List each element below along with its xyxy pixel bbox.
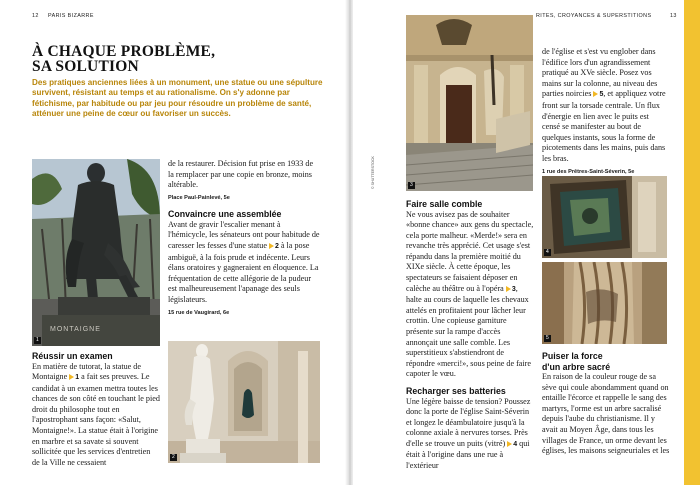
section-3-text-b: , halte au cours de laquelle les chevaux attelés en profitaient pour lâcher leur crottin. Une copieuse garniture présente sur la rampe d'accès annonçait une salle comble. Les superstitieux s'abstiendront de répondre «merci!», sous peine de faire capoter le vœu. [406,283,531,379]
section-3-title: Faire salle comble [406,199,483,209]
photo-ref-3: 3 [506,285,516,296]
section-2-title: Convaincre une assemblée [168,209,282,220]
photo-ref-4: 4 [507,440,517,451]
photo-ref-5: 5 [593,90,603,101]
photo-montaigne-statue [32,159,160,346]
section-4-cont-a: de l'église et s'est vu englober dans l'édifice lors d'un agrandissement pratiqué au XVe siècle. Posez vos mains sur la colonne, au niveau des parties noircies [542,47,658,99]
section-2-address: 15 rue de Vaugirard, 6e [168,309,230,316]
section-5-text: En raison de la couleur rouge de sa sève qui coule abondamment quand on entaille l'écorce et rappelle le sang des martyrs, l'orme est un arbre sacralisé depuis l'aube du christianisme. Il y avait au Moyen Âge, dans tous les villages de France, un orme devant les églises, les maisons seigneuriales et les [542,372,670,456]
section-4-continuation [542,47,668,165]
section-4-text [406,397,534,472]
photo-credit: © SHUTTERSTOCK [371,156,375,189]
opera-image [406,15,533,191]
page-edge-yellow-band [684,0,700,485]
photo-label-4: 4 [546,249,549,255]
right-middle-column [406,199,534,472]
photo-ref-2: 2 [269,242,279,253]
photo-label-2: 2 [172,454,175,460]
section-5-title-line2: d'un arbre sacré [542,361,611,372]
left-page-number: 12 [32,13,39,19]
photo-well [542,176,667,258]
article-intro: Des pratiques anciennes liées à un monument, une statue ou une sépulture survivent, résistant au temps et au rationalisme. On s'y adonne par fétichisme, par habitude ou par jeu pour résoudre un problème de santé, atténuer une peine de cœur ou favoriser un succès. [32,78,323,119]
senate-statue-image [168,341,320,463]
article-title-line1: À CHAQUE PROBLÈME, [32,43,216,60]
left-running-header: PARIS BIZARRE [48,13,94,19]
section-3-text-a: Ne vous avisez pas de souhaiter «bonne chance» aux gens du spectacle, cela porte malheur. «Merde!» sera en revanche très apprécié. Cet usage s'est répandu dans la première moitié du XIXe siècle. À cette époque, les spectateurs se faisaient déposer en calèche au théâtre ou à l'opéra [406,209,534,293]
section-3-text [406,210,534,381]
article-title-line2: SA SOLUTION [32,58,139,75]
section-4-address: 1 rue des Prêtres-Saint-Séverin, 5e [542,168,635,175]
photo-senate-statue [168,341,320,463]
section-1 [32,351,160,468]
photo-column [542,262,667,344]
photo-label-3: 3 [410,182,413,188]
left-column-right-text [168,159,320,318]
section-5 [542,351,670,457]
right-column-top-text [542,47,668,177]
right-page [353,0,700,485]
section-4-text-b: qui était à l'origine dans une rue à l'extérieur [406,438,530,471]
photo-ref-1: 1 [69,373,79,384]
section-2-text [168,220,320,306]
photo-label-1: 1 [36,337,39,343]
right-page-number: 13 [670,13,677,19]
photo-label-5: 5 [546,335,549,341]
column-image [542,262,667,344]
section-1-address: Place Paul-Painlevé, 5e [168,194,230,201]
right-running-header: RITES, CROYANCES & SUPERSTITIONS [536,13,652,19]
left-page [0,0,347,485]
section-4-text-a: Une légère baisse de tension? Poussez donc la porte de l'église Saint-Séverin et longez le déambulatoire jusqu'à la colonne axiale à nervures torses. Près d'elle se trouve un puits (vitré) [406,396,531,448]
section-5-title-line1: Puiser la force [542,351,603,361]
section-1-text-a: En matière de tutorat, la statue de Montaigne [32,361,141,382]
section-4-cont-b: , et appliquez votre front sur la torsade centrale. Un flux d'énergie en lien avec le puits est censé se manifester au bout de quelques instants, sous la forme de picotements dans les mains, puis dans les bras. [542,89,666,163]
photo-opera [406,15,533,191]
section-2-text-a: Avant de gravir l'escalier menant à l'hémicycle, les sénateurs ont pour habitude de caresser les fesses d'une statue [168,219,320,251]
section-1-text [32,362,160,469]
article-title [32,44,332,74]
section-1-title: Réussir un examen [32,351,113,361]
section-2-text-b: à la pose ambiguë, à la fois prude et indécente. Leurs élans oratoires y gagneraient en éloquence. La fréquentation de cette allégorie de la pudeur est malheureusement l'apanage des seuls législateurs. [168,241,319,305]
section-1-text-b: a fait ses preuves. Le candidat à un examen mettra toutes les chances de son côté en touchant le pied droit du philosophe tout en l'apostrophant sans façon: «Salut, Montaigne!». La statue était à l'origine en marbre et sa savate si souvent sollicitée que les services d'entretien de la Ville ne cessaient [32,372,160,467]
well-image [542,176,667,258]
plinth-inscription: MONTAIGNE [50,326,101,333]
section-4-title: Recharger ses batteries [406,386,506,396]
section-1-continuation: de la restaurer. Décision fut prise en 1933 de la remplacer par une copie en bronze, moins altérable. [168,159,314,190]
montaigne-statue-image [32,159,160,346]
